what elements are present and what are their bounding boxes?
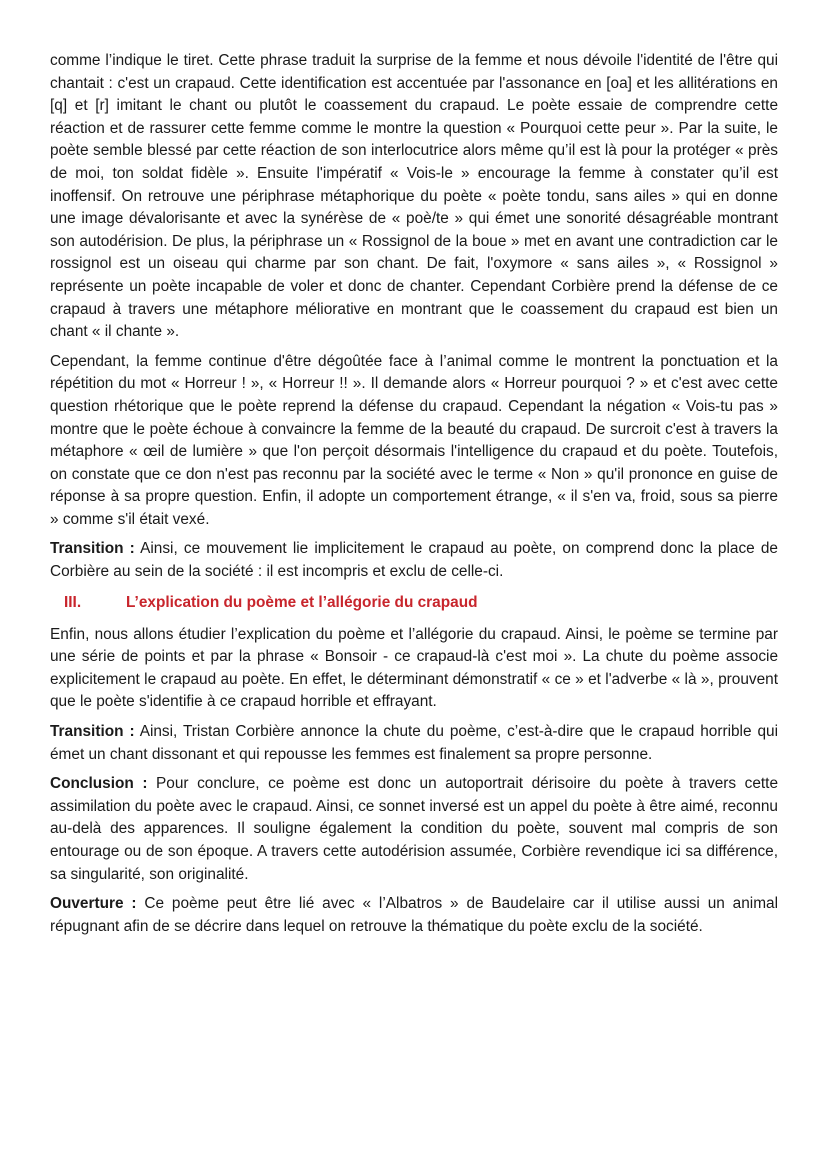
transition-label: Transition : xyxy=(50,723,135,741)
transition-paragraph-1 xyxy=(50,538,778,583)
transition-text: Ainsi, ce mouvement lie implicitement le crapaud au poète, on comprend donc la place de Corbière au sein de la société : il est incompris et exclu de celle-ci. xyxy=(50,540,778,581)
section-heading-3 xyxy=(64,592,778,614)
section-title: L’explication du poème et l’allégorie du crapaud xyxy=(126,593,478,611)
ouverture-text: Ce poème peut être lié avec « l’Albatros » de Baudelaire car il utilise aussi un animal répugnant afin de se décrire dans lequel on retrouve la thématique du poète exclu de la société. xyxy=(50,895,778,935)
paragraph-analysis-1: comme l’indique le tiret. Cette phrase traduit la surprise de la femme et nous dévoile l'identité de l'être qui chantait : c'est un crapaud. Cette identification est accentuée par l'assonance en [oa] et les allitérations en [q] et [r] imitant le chant ou plutôt le coassement du crapaud. Le poète essaie de comprendre cette réaction et de rassurer cette femme comme le montre la question « Pourquoi cette peur ». Par la suite, le poète semble blessé par cette réaction de son interlocutrice alors même qu’il est là pour la protéger « près de moi, ton soldat fidèle ». Ensuite l'impératif « Vois-le » encourage la femme à constater qu’il est inoffensif. On retrouve une périphrase métaphorique du poète « poète tondu, sans ailes » qui en donne une image dévalorisante et avec la synérèse de « poè/te » qui émet une sonorité désagréable montrant son autodérision. De plus, la périphrase un « Rossignol de la boue » met en avant une contradiction car le rossignol est un oiseau qui charme par son chant. De fait, l'oxymore « sans ailes », « Rossignol » représente un poète incapable de voler et donc de chanter. Cependant Corbière prend la défense de ce crapaud à travers une métaphore méliorative en montrant que le coassement du crapaud est bien un chant « il chante ». xyxy=(50,52,778,341)
conclusion-text: Pour conclure, ce poème est donc un autoportrait dérisoire du poète à travers cette assimilation du poète avec le crapaud. Ainsi, ce sonnet inversé est un appel du poète à être aimé, reconnu au-delà des apparences. Il souligne également la condition du poète, souvent mal compris de son entourage ou de son époque. A travers cette autodérision assumée, Corbière revendique ici sa différence, sa singularité, son originalité. xyxy=(50,775,778,883)
ouverture-label: Ouverture : xyxy=(50,895,137,913)
ouverture-paragraph xyxy=(50,893,778,938)
conclusion-paragraph xyxy=(50,773,778,886)
section-number: III. xyxy=(64,593,82,611)
conclusion-label: Conclusion : xyxy=(50,775,148,793)
transition-text: Ainsi, Tristan Corbière annonce la chute du poème, c’est-à-dire que le crapaud horrible qui émet un chant dissonant et qui repousse les femmes est finalement sa propre personne. xyxy=(50,723,778,763)
transition-label: Transition : xyxy=(50,540,135,558)
transition-paragraph-2 xyxy=(50,721,778,766)
paragraph-analysis-3: Enfin, nous allons étudier l’explication du poème et l’allégorie du crapaud. Ainsi, le poème se termine par une série de points et par la phrase « Bonsoir - ce crapaud-là c'est moi ». La chute du poème associe explicitement le crapaud au poète. En effet, le déterminant démonstratif « ce » et l'adverbe « là », prouvent que le poète s'identifie à ce crapaud horrible et effrayant. xyxy=(50,625,778,711)
paragraph-analysis-2: Cependant, la femme continue d'être dégoûtée face à l’animal comme le montrent la ponctuation et la répétition du mot « Horreur ! », « Horreur !! ». Il demande alors « Horreur pourquoi ? » et c'est avec cette question rhétorique que le poète reprend la défense du crapaud. Cependant la négation « Vois-tu pas » montre que le poète échoue à convaincre la femme de la beauté du crapaud. De surcroit c'est à travers la métaphore « œil de lumière » que l'on perçoit désormais l'intelligence du crapaud et du poète. Toutefois, on constate que ce don n'est pas reconnu par la société avec le terme « Non » qu'il prononce en guise de réponse à sa propre question. Enfin, il adopte un comportement étrange, « il s'en va, froid, sous sa pierre » comme s'il était vexé. xyxy=(50,352,778,528)
document-page xyxy=(50,50,778,945)
